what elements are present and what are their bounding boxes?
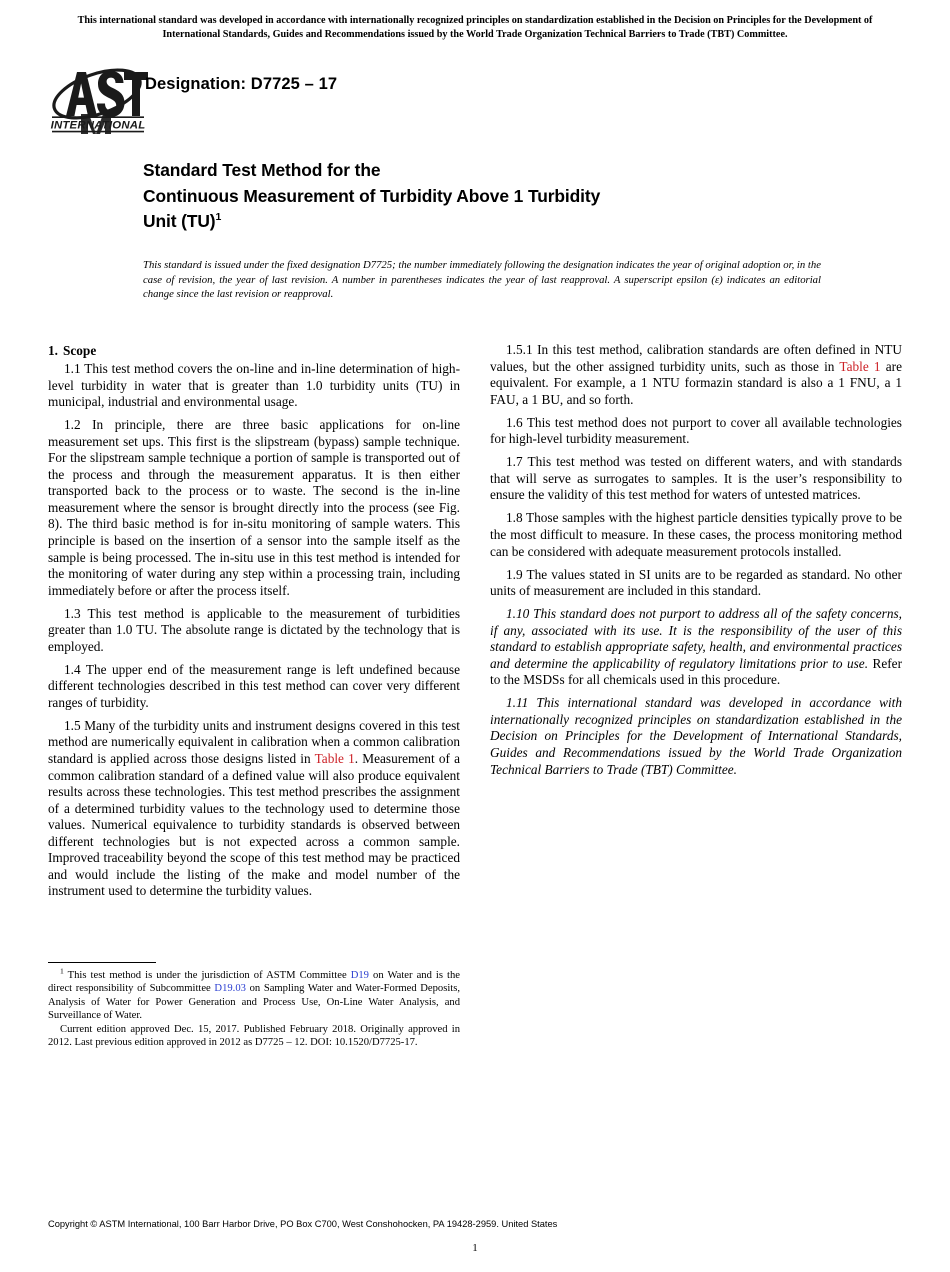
paragraph-1-9: 1.9 The values stated in SI units are to be regarded as standard. No other units of measurement are included in this standard. [490, 566, 902, 599]
footnote-divider [48, 962, 156, 963]
section-heading-scope [48, 342, 460, 359]
paragraph-1-5-1-part-b: are equivalent. For example, a 1 NTU formazin standard is also a 1 FNU, a 1 FAU, a 1 BU, and so forth. [490, 358, 902, 407]
subcommittee-d1903-link[interactable]: D19.03 [214, 983, 246, 995]
svg-text:INTERNATIONAL: INTERNATIONAL [50, 119, 146, 132]
section-number: 1. [48, 343, 58, 358]
title-footnote-marker: 1 [215, 211, 222, 224]
paragraph-1-5-part-b: . Measurement of a common calibration standard of a defined value will also produce equivalent results across these technologies. This test method prescribes the assignment of a determined turbidity values to the technology used to determine those values. Numerical equivalence to turbidity standards is observed between different technologies but is not expected across a common sample. Improved traceability beyond the scope of this test method may be practiced and would include the listing of the make and model number of the instrument used to determine the turbidity values. [48, 751, 460, 899]
standard-preamble: This standard is issued under the fixed designation D7725; the number immediately following the designation indicates the year of original adoption or, in the case of revision, the year of last revision. A number in parentheses indicates the year of last reapproval. A superscript epsilon (ε) indicates an editorial change since the last revision or reapproval. [143, 259, 821, 301]
document-header [48, 62, 902, 142]
paragraph-1-5-1-part-a: 1.5.1 In this test method, calibration standards are often defined in NTU values, but the other assigned turbidity units, such as those in [490, 342, 902, 374]
page-title [143, 158, 843, 235]
title-line-2: Continuous Measurement of Turbidity Above 1 Turbidity [143, 185, 601, 206]
tbt-banner: This international standard was developed in accordance with internationally recognized principles on standardization established in the Decision on Principles for the Development of International Standards, Guides and Recommendations issued by the World Trade Organization Technical Barriers to Trade (TBT) Committee. [77, 15, 873, 41]
footnote-edition: Current edition approved Dec. 15, 2017. Published February 2018. Originally approved in 2012. Last previous edition approved in 2012 as D7725 – 12. DOI: 10.1520/D7725-17. [48, 1023, 460, 1049]
footnote-marker: 1 [60, 966, 64, 976]
paragraph-1-5-1 [490, 342, 902, 408]
paragraph-1-3: 1.3 This test method is applicable to the measurement of turbidities greater than 1.0 TU. The absolute range is dictated by the technology that is employed. [48, 605, 460, 654]
paragraph-1-2: 1.2 In principle, there are three basic applications for on-line measurement set ups. This first is the slipstream (bypass) sample technique. For the slipstream sample technique a portion of sample is transported out of the process and through the measurement apparatus. It is then either transported back to the process or to waste. The second is the in-line measurement where the sensor is brought directly into the process (see Fig. 8). The third basic method is for in-situ monitoring of sample waters. This principle is based on the insertion of a sensor into the sample itself as the sample is being processed. The in-situ use in this test method is intended for the monitoring of water during any step within a processing train, including immediately before or after the process itself. [48, 417, 460, 598]
footnote-text-a: This test method is under the jurisdiction of ASTM Committee [63, 970, 351, 981]
designation-label: Designation: D7725 – 17 [145, 75, 338, 93]
table-1-link[interactable]: Table 1 [839, 358, 881, 374]
footnote-text-b: on Water and is the direct responsibility of Subcommittee [48, 970, 460, 995]
paragraph-1-8: 1.8 Those samples with the highest particle densities typically prove to be the most difficult to measure. In these cases, the process monitoring method can be considered with adequate measurement protocols installed. [490, 510, 902, 559]
paragraph-1-11: 1.11 This international standard was developed in accordance with internationally recognized principles on standardization established in the Decision on Principles for the Development of International Standards, Guides and Recommendations issued by the World Trade Organization Technical Barriers to Trade (TBT) Committee. [490, 695, 902, 777]
title-line-1: Standard Test Method for the [143, 160, 381, 180]
footnote-text-c: on Sampling Water and Water-Formed Deposits, Analysis of Water for Power Generation and Process Use, On-Line Water Analysis, and Surveillance of Water. [48, 983, 460, 1022]
body-column-left [48, 342, 460, 900]
paragraph-1-7: 1.7 This test method was tested on different waters, and with standards that will serve as surrogates to samples. It is the user’s responsibility to ensure the validity of this test method for waters of untested matrices. [490, 454, 902, 503]
title-line-3-text: Unit (TU) [143, 211, 216, 231]
paragraph-1-10-roman: Refer to the MSDSs for all chemicals used in this procedure. [490, 655, 903, 688]
paragraph-1-10-italic: 1.10 This standard does not purport to address all of the safety concerns, if any, associated with its use. It is the responsibility of the user of this standard to establish appropriate safety, health, and environmental practices and determine the applicability of regulatory limitations prior to use. [490, 606, 902, 671]
astm-logo [48, 62, 148, 134]
footnote-jurisdiction [48, 966, 460, 1023]
table-1-link[interactable]: Table 1 [314, 751, 355, 767]
paragraph-1-1: 1.1 This test method covers the on-line and in-line determination of high-level turbidity in water that is greater than 1.0 turbidity units (TU) in municipal, industrial and environmental usage. [48, 361, 460, 410]
page-number: 1 [472, 1242, 478, 1254]
section-title: Scope [62, 343, 97, 358]
paragraph-1-5-part-a: 1.5 Many of the turbidity units and instrument designs covered in this test method are numerically equivalent in calibration when a common calibration standard is applied across those designs listed in [48, 717, 460, 767]
paragraph-1-5 [48, 718, 460, 900]
footnote-block [48, 962, 460, 1050]
body-column-right [490, 342, 902, 778]
paragraph-1-4: 1.4 The upper end of the measurement range is left undefined because different technologies described in this test method can cover very different ranges of turbidity. [48, 661, 460, 710]
copyright-notice: Copyright © ASTM International, 100 Barr Harbor Drive, PO Box C700, West Conshohocken, PA 19428-2959. United States [48, 1219, 558, 1229]
title-line-3 [143, 209, 843, 235]
committee-d19-link[interactable]: D19 [350, 970, 369, 981]
paragraph-1-10 [490, 606, 902, 689]
paragraph-1-6: 1.6 This test method does not purport to cover all available technologies for high-level turbidity measurement. [490, 414, 902, 447]
